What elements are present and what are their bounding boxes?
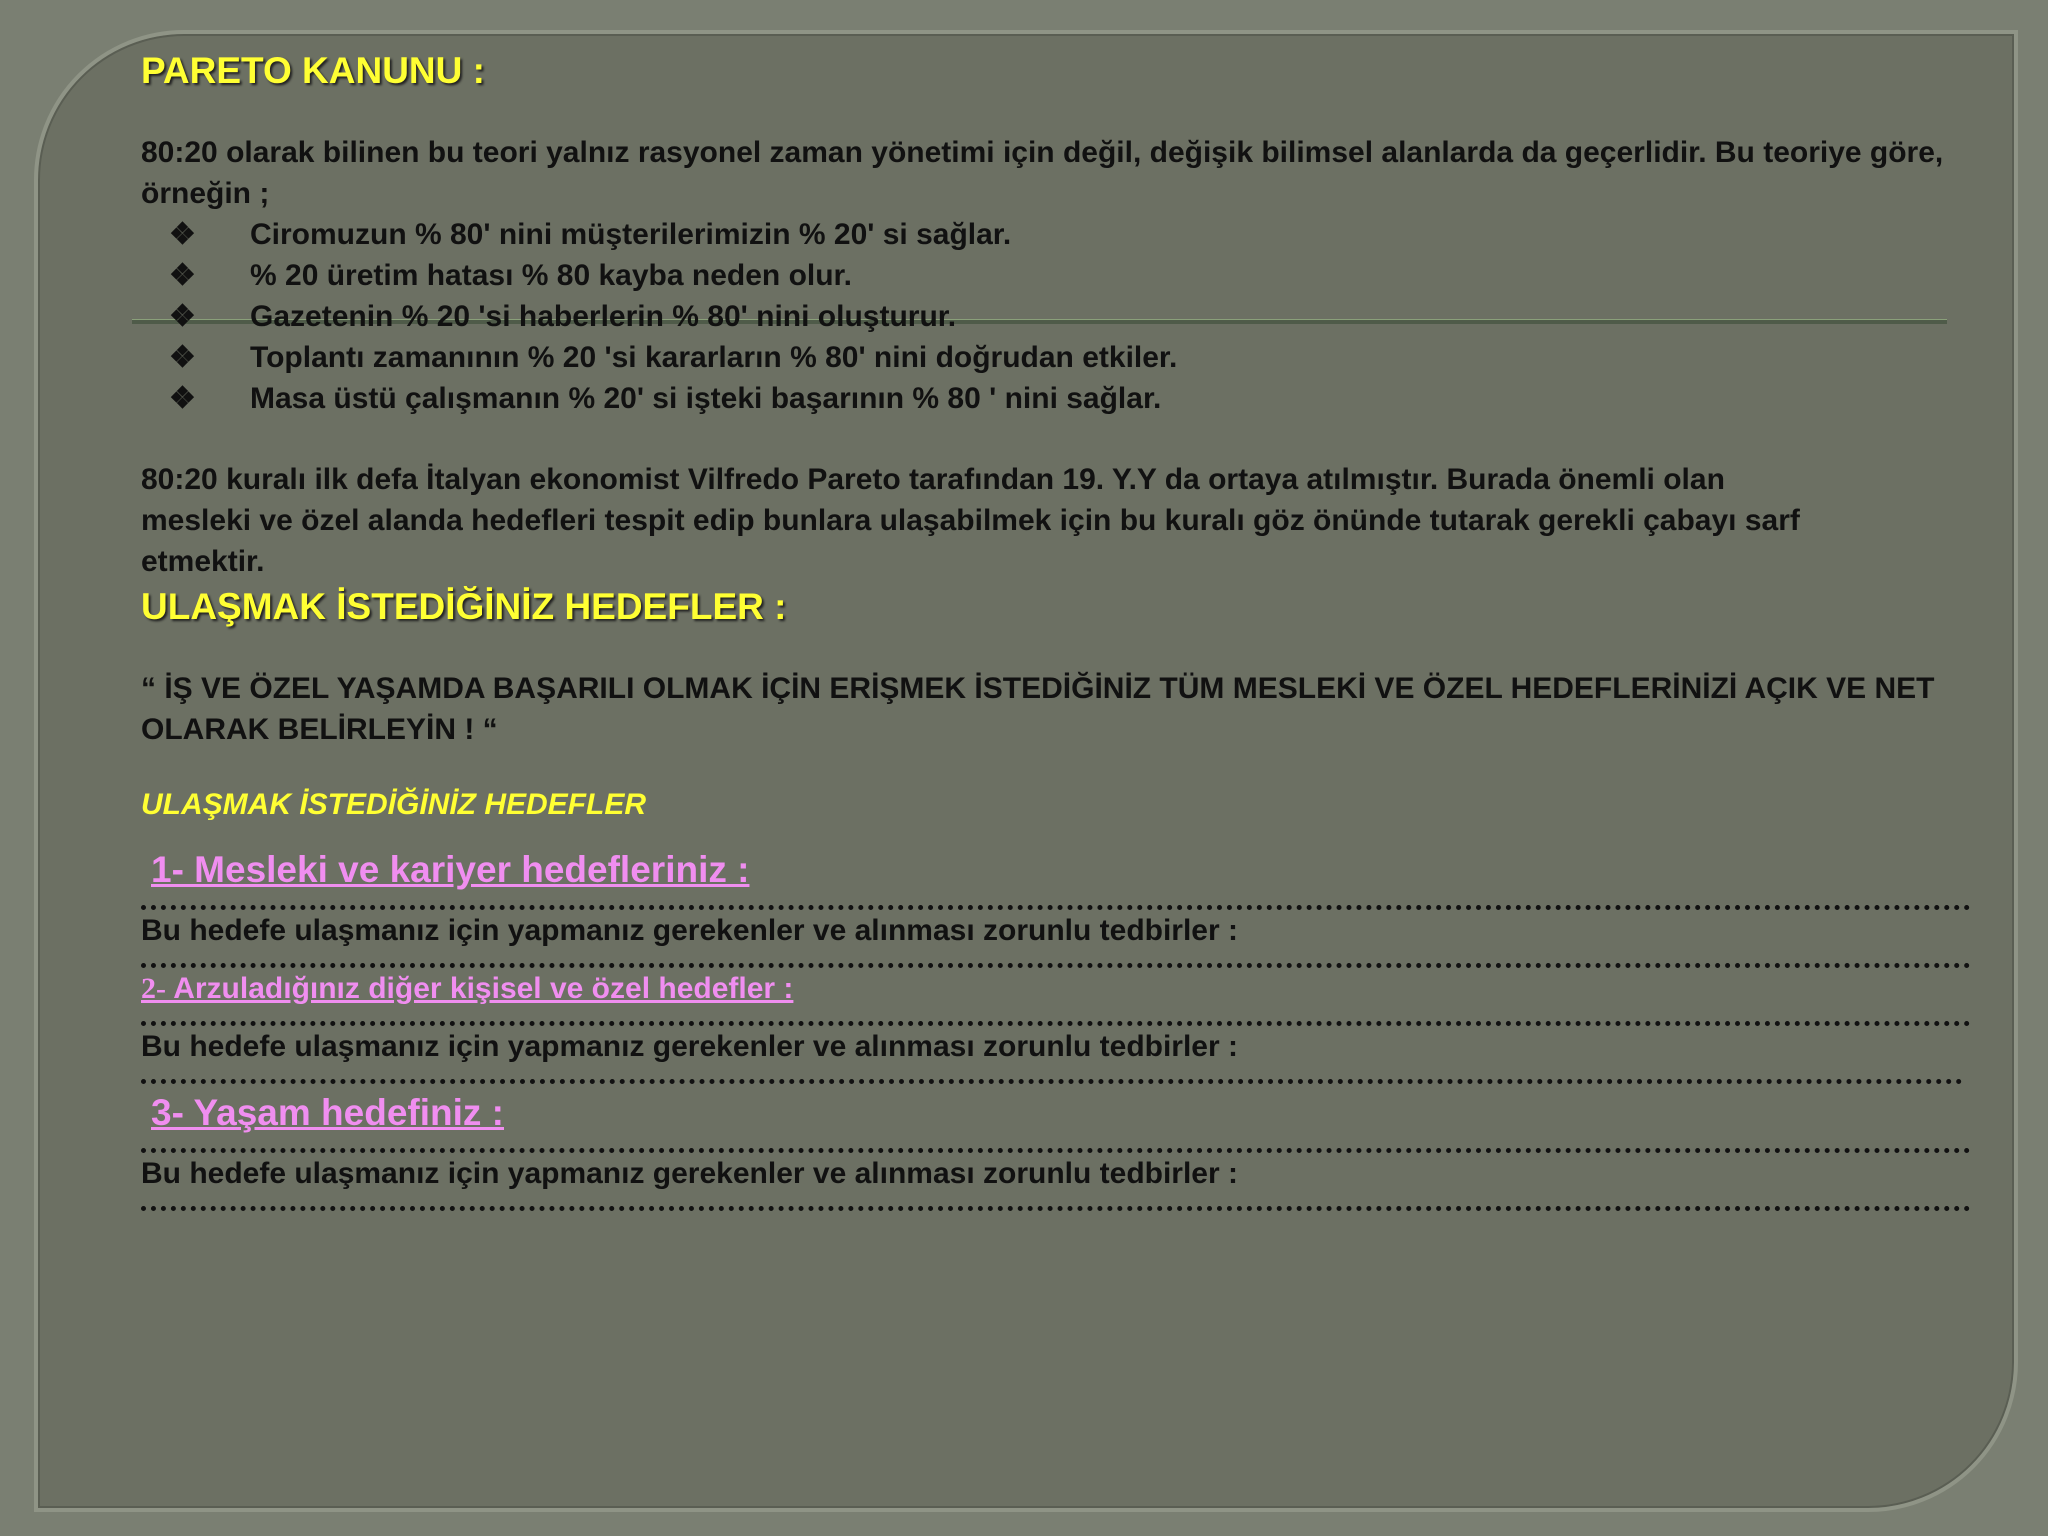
dotted-line <box>141 893 1971 910</box>
list-item: ❖ Ciromuzun % 80' nini müşterilerimizin % 20' si sağlar. <box>141 214 1971 255</box>
goal-1-heading: 1- Mesleki ve kariyer hedefleriniz : <box>151 849 750 890</box>
goal-3-heading: 3- Yaşam hedefiniz : <box>151 1092 504 1133</box>
list-item: ❖ % 20 üretim hatası % 80 kayba neden olur. <box>141 255 1971 296</box>
diamond-bullet-icon: ❖ <box>169 259 196 292</box>
diamond-bullet-icon: ❖ <box>169 218 196 251</box>
slide-content <box>141 48 1971 1211</box>
history-paragraph: 80:20 kuralı ilk defa İtalyan ekonomist Vilfredo Pareto tarafından 19. Y.Y da ortaya atılmıştır. Burada önemli olan mesleki ve özel alanda hedefleri tespit edip bunlara ulaşabilmek için bu kuralı göz önünde tutarak gerekli çabayı sarf etmektir. <box>141 463 1800 578</box>
list-item: ❖ Toplantı zamanının % 20 'si kararların % 80' nini doğrudan etkiler. <box>141 337 1971 378</box>
measures-label: Bu hedefe ulaşmanız için yapmanız gerekenler ve alınması zorunlu tedbirler : <box>141 1157 1238 1190</box>
dotted-line <box>141 1067 1963 1084</box>
list-item: ❖ Gazetenin % 20 'si haberlerin % 80' nini oluşturur. <box>141 296 1971 337</box>
dotted-line <box>141 1136 1971 1153</box>
dotted-line <box>141 1009 1971 1026</box>
goals-heading: ULAŞMAK İSTEDİĞİNİZ HEDEFLER : <box>141 586 787 627</box>
diamond-bullet-icon: ❖ <box>169 382 196 415</box>
bullet-list <box>141 214 1971 419</box>
list-item: ❖ Masa üstü çalışmanın % 20' si işteki başarının % 80 ' nini sağlar. <box>141 378 1971 419</box>
diamond-bullet-icon: ❖ <box>169 341 196 374</box>
diamond-bullet-icon: ❖ <box>169 300 196 333</box>
measures-label: Bu hedefe ulaşmanız için yapmanız gerekenler ve alınması zorunlu tedbirler : <box>141 914 1238 947</box>
dotted-line <box>141 951 1971 968</box>
dotted-line <box>141 1194 1971 1211</box>
goals-subheading: ULAŞMAK İSTEDİĞİNİZ HEDEFLER <box>141 788 647 821</box>
goals-quote: “ İŞ VE ÖZEL YAŞAMDA BAŞARILI OLMAK İÇİN ERİŞMEK İSTEDİĞİNİZ TÜM MESLEKİ VE ÖZEL HEDEFLERİNİZİ AÇIK VE NET OLARAK BELİRLEYİN ! “ <box>141 672 1935 746</box>
page-title: PARETO KANUNU : <box>141 50 485 91</box>
measures-label: Bu hedefe ulaşmanız için yapmanız gerekenler ve alınması zorunlu tedbirler : <box>141 1030 1238 1063</box>
goal-2-heading: 2- Arzuladığınız diğer kişisel ve özel hedefler : <box>141 972 794 1005</box>
intro-paragraph: 80:20 olarak bilinen bu teori yalnız rasyonel zaman yönetimi için değil, değişik bilimsel alanlarda da geçerlidir. Bu teoriye göre, örneğin ; <box>141 136 1944 210</box>
